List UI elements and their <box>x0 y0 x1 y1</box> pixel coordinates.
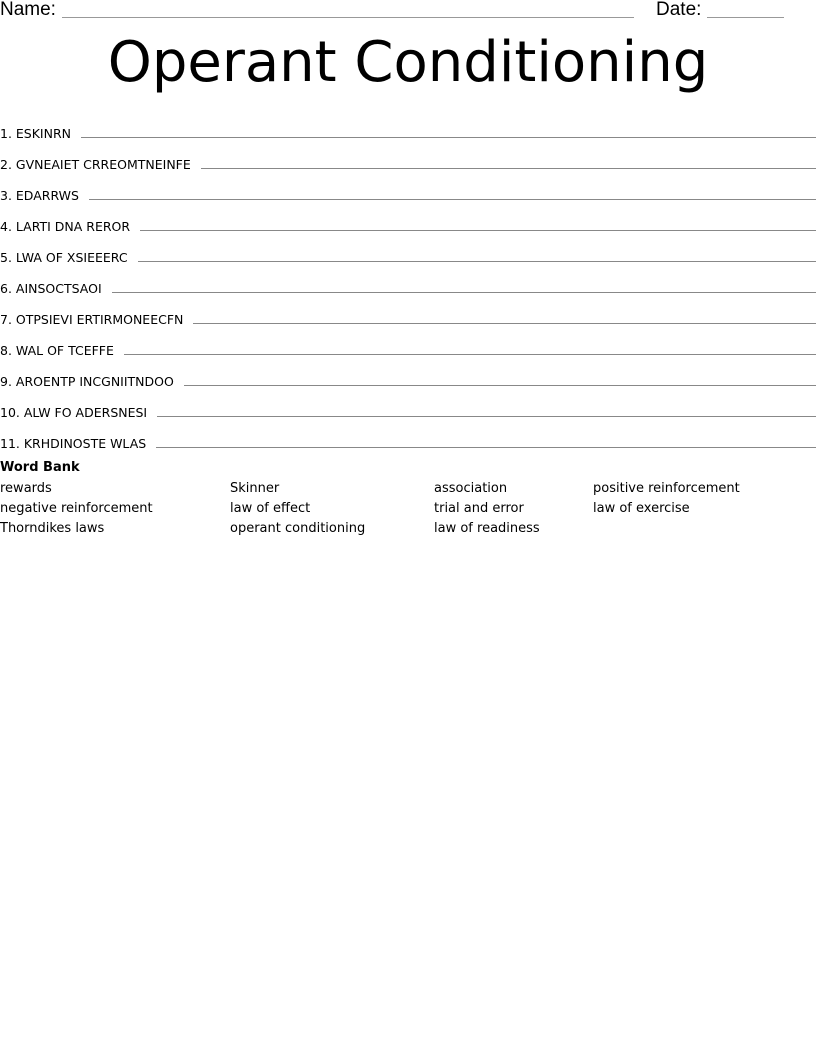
question-row <box>0 298 816 329</box>
question-text: 7. OTPSIEVI ERTIRMONEECFN <box>0 312 184 327</box>
question-text: 9. AROENTP INCGNIITNDOO <box>0 374 174 389</box>
word-bank-title: Word Bank <box>0 460 80 475</box>
answer-line[interactable] <box>89 198 816 200</box>
question-text: 1. ESKINRN <box>0 126 72 141</box>
header <box>0 0 816 22</box>
word-bank-item: Thorndikes laws <box>0 521 105 536</box>
answer-line[interactable] <box>157 415 816 417</box>
word-bank-row <box>0 501 816 521</box>
answer-line[interactable] <box>81 136 816 138</box>
question-row <box>0 143 816 174</box>
question-text: 8. WAL OF TCEFFE <box>0 343 114 358</box>
question-row <box>0 360 816 391</box>
question-row <box>0 267 816 298</box>
answer-line[interactable] <box>184 384 816 386</box>
word-bank <box>0 481 816 541</box>
word-bank-item: association <box>434 481 508 496</box>
word-bank-item: positive reinforcement <box>593 481 740 496</box>
word-bank-item: Skinner <box>230 481 280 496</box>
question-text: 5. LWA OF XSIEEERC <box>0 250 128 265</box>
word-bank-item: law of exercise <box>593 501 690 516</box>
worksheet-title: Operant Conditioning <box>107 30 709 95</box>
word-bank-item: law of effect <box>230 501 311 516</box>
answer-line[interactable] <box>140 229 816 231</box>
word-bank-item: law of readiness <box>434 521 540 536</box>
answer-line[interactable] <box>201 167 816 169</box>
question-row <box>0 236 816 267</box>
word-bank-item: rewards <box>0 481 52 496</box>
answer-line[interactable] <box>112 291 816 293</box>
question-row <box>0 205 816 236</box>
question-text: 6. AINSOCTSAOI <box>0 281 102 296</box>
answer-line[interactable] <box>138 260 816 262</box>
question-text: 2. GVNEAIET CRREOMTNEINFE <box>0 157 191 172</box>
question-text: 3. EDARRWS <box>0 188 79 203</box>
answer-line[interactable] <box>193 322 816 324</box>
question-list <box>0 112 816 453</box>
question-text: 4. LARTI DNA REROR <box>0 219 131 234</box>
word-bank-item: trial and error <box>434 501 524 516</box>
question-row <box>0 391 816 422</box>
word-bank-item: operant conditioning <box>230 521 366 536</box>
question-row <box>0 174 816 205</box>
question-row <box>0 112 816 143</box>
word-bank-row <box>0 481 816 501</box>
name-label: Name: <box>0 0 56 20</box>
answer-line[interactable] <box>156 446 816 448</box>
question-row <box>0 329 816 360</box>
question-text: 11. KRHDINOSTE WLAS <box>0 436 147 451</box>
word-bank-item: negative reinforcement <box>0 501 153 516</box>
date-input-line[interactable] <box>707 17 784 18</box>
word-bank-row <box>0 521 816 541</box>
date-label: Date: <box>656 0 702 20</box>
answer-line[interactable] <box>124 353 816 355</box>
name-input-line[interactable] <box>62 17 634 18</box>
question-row <box>0 422 816 453</box>
question-text: 10. ALW FO ADERSNESI <box>0 405 148 420</box>
